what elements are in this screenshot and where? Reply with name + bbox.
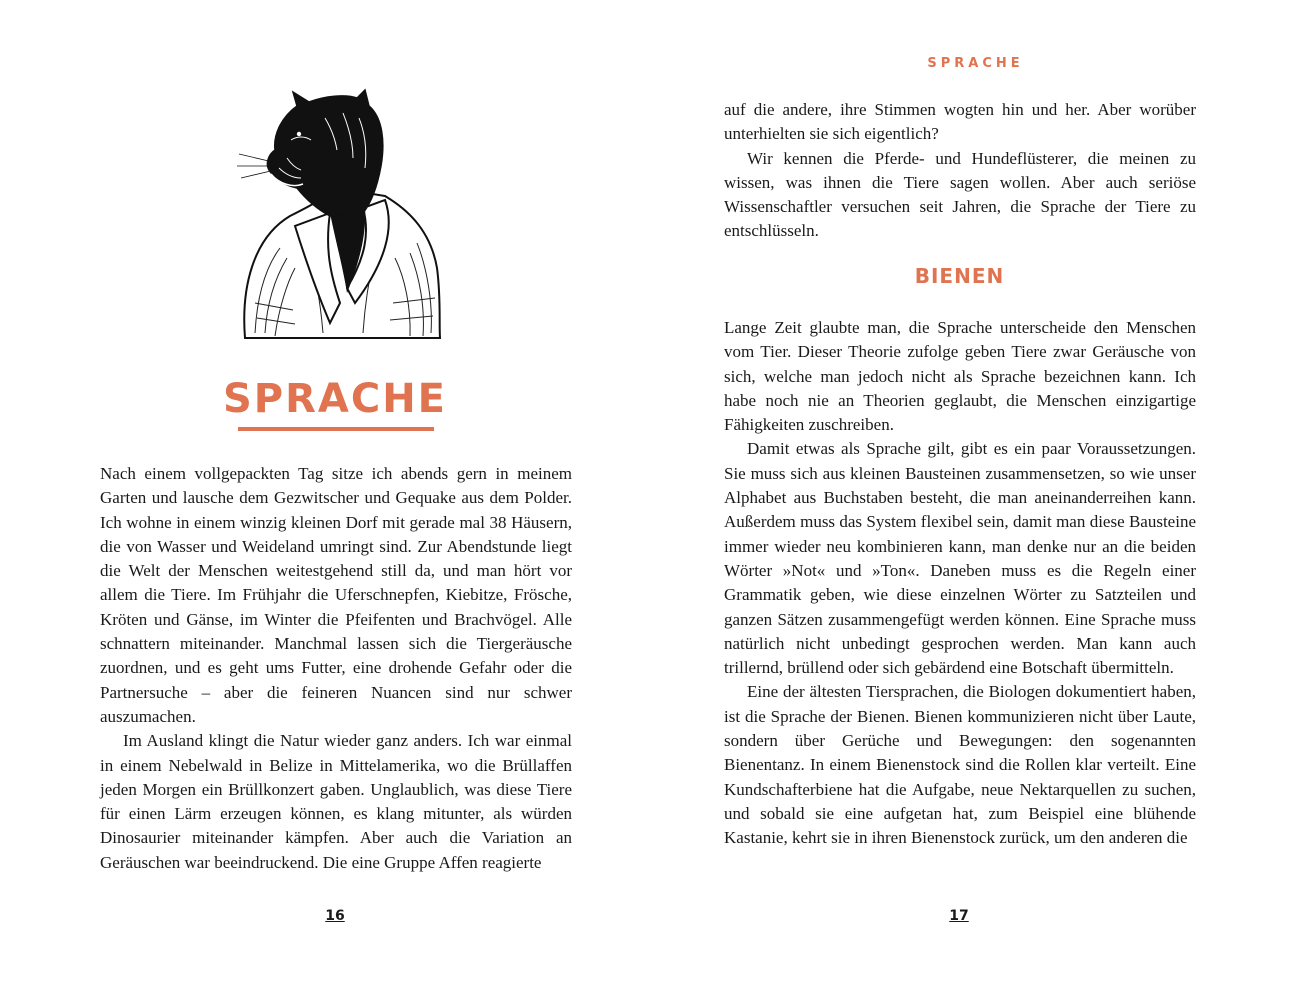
paragraph: Wir kennen die Pferde- und Hundeflüsterer, die meinen zu wissen, was ihnen die Tiere sagen wollen. Aber auch seriöse Wissenschaftler versuchen seit Jahren, die Sprache der Tiere zu entschlüsseln. (724, 148, 1196, 241)
left-page (0, 0, 647, 1000)
running-head: SPRACHE (927, 56, 1024, 71)
section-title: BIENEN (914, 264, 1005, 288)
page-number-left: 16 (325, 908, 345, 924)
right-page (648, 0, 1295, 1000)
chapter-title: SPRACHE (222, 376, 448, 422)
right-body-text-top (724, 98, 1196, 244)
left-body-text (100, 462, 572, 875)
paragraph: Nach einem vollgepackten Tag sitze ich abends gern in meinem Garten und lausche dem Gezwitscher und Gequake aus dem Polder. Ich wohne in einem winzig kleinen Dorf mit gerade mal 38 Häusern, die von Wasser und Weideland umringt sind. Zur Abendstunde liegt die Welt der Menschen weitestgehend still da, und man hört vor allem die Tiere. Im Frühjahr die Uferschnepfen, Kiebitze, Frösche, Kröten und Gänse, im Winter die Pfeifenten und Brachvögel. Alle schnattern miteinander. Manchmal lassen sich die Tiergeräusche zuordnen, und es geht ums Futter, eine drohende Gefahr oder die Partnersuche – aber die feineren Nuancen sind nur schwer auszumachen. (100, 464, 572, 726)
panther-illustration (235, 88, 445, 343)
chapter-title-underline (238, 427, 434, 431)
paragraph: Lange Zeit glaubte man, die Sprache unterscheide den Menschen vom Tier. Dieser Theorie zufolge geben Tiere zwar Geräusche von sich, welche man jedoch nicht als Sprache bezeichnen kann. Ich habe noch nie an Theorien geglaubt, die Menschen einzigartige Fähigkeiten zuschreiben. (724, 318, 1196, 435)
paragraph: Im Ausland klingt die Natur wieder ganz anders. Ich war einmal in einem Nebelwald in Belize in Mittelamerika, wo die Brüllaffen jeden Morgen ein Brüllkonzert gaben. Unglaublich, was diese Tiere für einen Lärm erzeugen können, es klang mitunter, als würden Dinosaurier miteinander kämpfen. Aber auch die Variation an Geräuschen war beeindruckend. Die eine Gruppe Affen reagierte (100, 731, 572, 872)
page-number-right: 17 (949, 908, 969, 924)
paragraph: auf die andere, ihre Stimmen wogten hin und her. Aber worüber unterhielten sie sich eigentlich? (724, 100, 1196, 144)
right-body-text-bottom (724, 316, 1196, 851)
paragraph: Eine der ältesten Tiersprachen, die Biologen dokumentiert haben, ist die Sprache der Bienen. Bienen kommunizieren nicht über Laute, sondern über Gerüche und Bewegungen: den sogenannten Bienentanz. In einem Bienenstock sind die Rollen klar verteilt. Eine Kundschafterbiene hat die Aufgabe, neue Nektarquellen zu suchen, und sobald sie eine aufgetan hat, zum Beispiel eine blühende Kastanie, kehrt sie in ihren Bienenstock zurück, um den anderen die (724, 682, 1196, 848)
paragraph: Damit etwas als Sprache gilt, gibt es ein paar Voraussetzungen. Sie muss sich aus kleinen Bausteinen zusammensetzen, so wie unser Alphabet aus Buchstaben besteht, die man aneinanderreihen kann. Außerdem muss das System flexibel sein, damit man diese Bausteine immer wieder neu kombinieren kann, man denke nur an die beiden Wörter »Not« und »Ton«. Daneben muss es die Regeln einer Grammatik geben, wie diese einzelnen Wörter zu Satzteilen und ganzen Sätzen zusammengefügt werden können. Eine Sprache muss natürlich nicht unbedingt gesprochen werden. Man kann auch trillernd, brüllend oder sich gebärdend eine Botschaft übermitteln. (724, 439, 1196, 678)
